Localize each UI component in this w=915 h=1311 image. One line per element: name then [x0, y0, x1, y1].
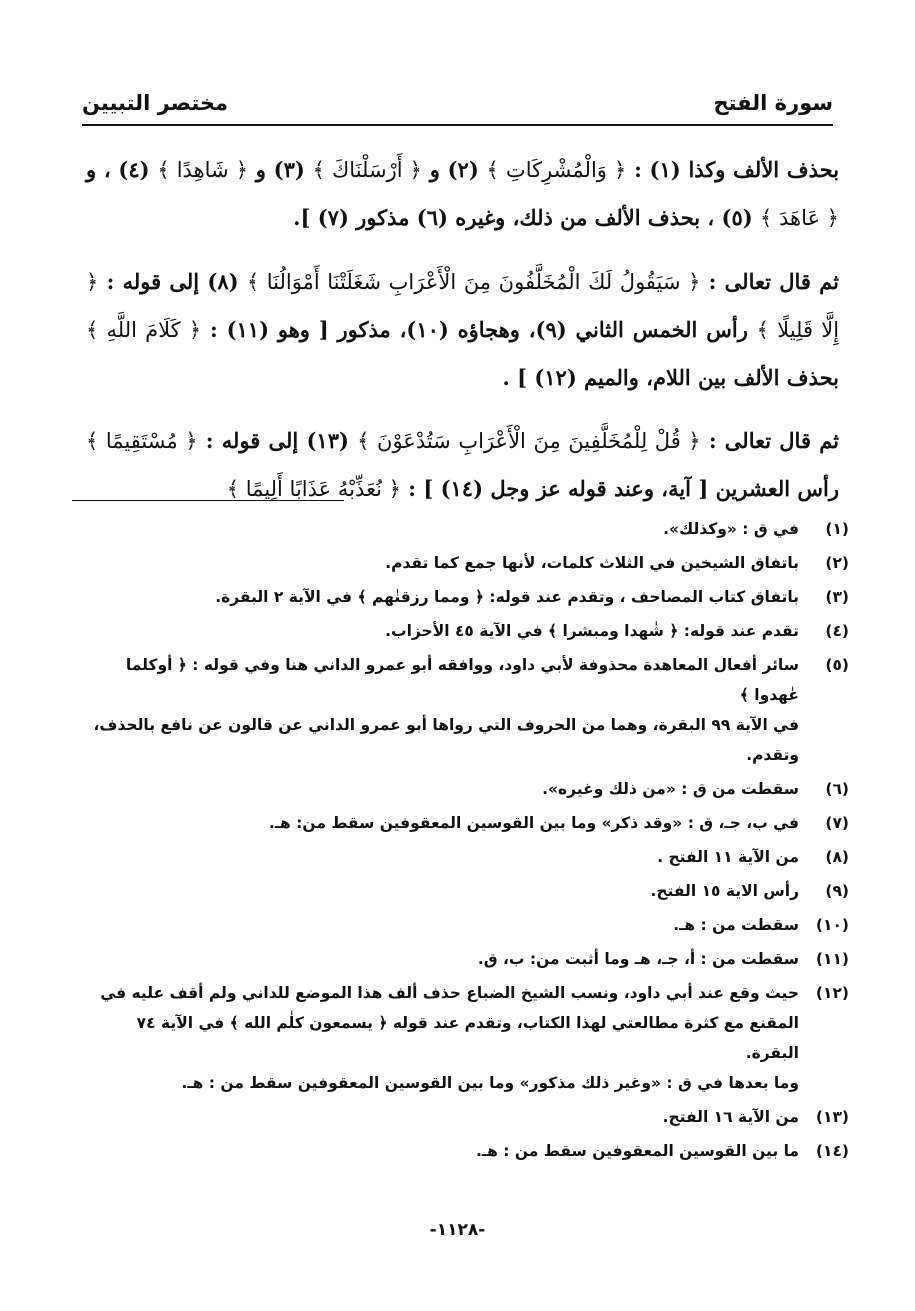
footnote-text	[80, 978, 799, 1098]
quran-verse: ﴿ كَلَامَ اللَّهِ ﴾	[86, 318, 202, 342]
paragraph-2	[86, 258, 839, 401]
footnote-text	[80, 808, 799, 838]
header-divider	[82, 124, 833, 126]
footnote	[80, 650, 849, 770]
quran-verse: ﴿ إِلَّا قَلِيلًا ﴾	[86, 270, 840, 342]
footnote-number: (١)	[825, 520, 849, 538]
footnote-number: (٣)	[825, 588, 849, 606]
text-run: رأس الخمس الثاني (٩)، وهجاؤه (١٠)، مذكور [ وهو (١١) :	[201, 317, 757, 342]
footnote	[80, 978, 849, 1098]
footnote-divider	[72, 500, 344, 501]
footnote-number: (١١)	[815, 950, 849, 968]
footnote-text	[80, 616, 799, 646]
text-run: رأس العشرين [ آية، وعند قوله عز وجل (١٤) ] :	[400, 476, 839, 501]
footnote-line: حيث وقع عند أبي داود، ونسب الشيخ الضباع حذف ألف هذا الموضع للداني ولم أقف عليه في	[100, 984, 799, 1002]
footnote-number: (٩)	[825, 882, 849, 900]
footnote-line: في ب، جـ، ق : «وقد ذكر» وما بين القوسين المعقوفين سقط من: هـ.	[268, 814, 799, 832]
footnote	[80, 1102, 849, 1132]
quran-verse: ﴿ وَالْمُشْرِكَاتِ ﴾	[486, 158, 627, 182]
footnote-line: وما بعدها في ق : «وغير ذلك مذكور» وما بين القوسين المعقوفين سقط من : هـ.	[181, 1074, 799, 1092]
footnote-number: (١٠)	[815, 916, 849, 934]
main-text	[86, 146, 839, 529]
footnote-text	[80, 842, 799, 872]
footnote-line: باتفاق الشيخين في الثلاث كلمات، لأنها جمع كما تقدم.	[385, 554, 799, 572]
footnote-line: تقدم عند قوله: ﴿ شٰهدا ومبشرا ﴾ في الآية ٤٥ الأحزاب.	[385, 622, 799, 640]
page-header	[82, 82, 833, 124]
footnote-line: سقطت من : أ، جـ، هـ وما أثبت من: ب، ق.	[477, 950, 799, 968]
footnote-line: من الآية ١١ الفتح .	[657, 848, 799, 866]
footnote-number: (٧)	[825, 814, 849, 832]
footnote	[80, 774, 849, 804]
page-number: -١١٢٨-	[429, 1220, 486, 1240]
footnote-text	[80, 1136, 799, 1166]
text-run: (٣) و	[248, 157, 313, 182]
footnote	[80, 616, 849, 646]
footnote	[80, 582, 849, 612]
text-run: (٥) ، بحذف الألف من ذلك، وغيره (٦) مذكور (٧) ].	[293, 205, 760, 230]
footnote-text	[80, 910, 799, 940]
footnote-number: (٤)	[825, 622, 849, 640]
text-run: (١٣) إلى قوله :	[197, 428, 358, 453]
footnote-text	[80, 548, 799, 578]
footnote-line: ما بين القوسين المعقوفين سقط من : هـ.	[475, 1142, 799, 1160]
footnote-text	[80, 876, 799, 906]
footnote-line: سقطت من ق : «من ذلك وغيره».	[542, 780, 799, 798]
quran-verse: ﴿ قُلْ لِلْمُخَلَّفِينَ مِنَ الْأَعْرَابِ سَتُدْعَوْنَ ﴾	[357, 429, 701, 453]
footnote-text	[80, 1102, 799, 1132]
book-title: مختصر التبيين	[82, 91, 229, 115]
footnote	[80, 514, 849, 544]
footnote	[80, 944, 849, 974]
text-run: بحذف الألف وكذا (١) :	[626, 157, 840, 182]
text-run: (٨) إلى قوله :	[98, 269, 247, 294]
footnote-text	[80, 650, 799, 770]
text-run: (٤) ، و	[86, 157, 158, 182]
footnote-line: رأس الاية ١٥ الفتح.	[650, 882, 799, 900]
text-run: ثم قال تعالى :	[700, 269, 839, 294]
footnote-line: من الآية ١٦ الفتح.	[662, 1108, 799, 1126]
footnote-text	[80, 944, 799, 974]
quran-verse: ﴿ سَيَقُولُ لَكَ الْمُخَلَّفُونَ مِنَ الْأَعْرَابِ شَغَلَتْنَا أَمْوَالُنَا ﴾	[246, 270, 701, 294]
footnote	[80, 808, 849, 838]
footnote-line: في الآية ٩٩ البقرة، وهما من الحروف التي رواها أبو عمرو الداني عن قالون عن نافع بالحذف،	[93, 716, 799, 734]
footnote	[80, 910, 849, 940]
quran-verse: ﴿ عَاهَدَ ﴾	[760, 206, 839, 230]
footnote-number: (٨)	[825, 848, 849, 866]
footnote-line: سقطت من : هـ.	[673, 916, 799, 934]
paragraph-1	[86, 146, 839, 242]
footnote-number: (٢)	[825, 554, 849, 572]
footnotes	[80, 514, 849, 1170]
footnote-number: (١٤)	[815, 1142, 849, 1160]
footnote-line: سائر أفعال المعاهدة محذوفة لأبي داود، ووافقه أبو عمرو الداني هنا وفي قوله : ﴿ أوكلما عٰهدوا ﴾	[125, 656, 799, 704]
surah-title: سورة الفتح	[713, 91, 833, 115]
text-run: بحذف الألف بين اللام، والميم (١٢) ] .	[502, 365, 839, 390]
footnote-line: المقنع مع كثرة مطالعتي لهذا الكتاب، وتقدم عند قوله ﴿ يسمعون كلٰم الله ﴾ في الآية ٧٤ البقرة.	[136, 1014, 799, 1062]
footnote-number: (٦)	[825, 780, 849, 798]
footnote-text	[80, 774, 799, 804]
paragraph-3	[86, 417, 839, 513]
footnote	[80, 842, 849, 872]
footnote-line: وتقدم.	[746, 746, 799, 764]
footnote	[80, 548, 849, 578]
footnote-number: (٥)	[825, 656, 849, 674]
footnote-text	[80, 514, 799, 544]
footnote-number: (١٢)	[815, 984, 849, 1002]
quran-verse: ﴿ مُسْتَقِيمًا ﴾	[86, 429, 198, 453]
text-run: ثم قال تعالى :	[700, 428, 840, 453]
quran-verse: ﴿ نُعَذِّبْهُ عَذَابًا أَلِيمًا ﴾	[226, 477, 401, 501]
quran-verse: ﴿ أَرْسَلْنَاكَ ﴾	[312, 158, 422, 182]
quran-verse: ﴿ شَاهِدًا ﴾	[157, 158, 249, 182]
footnote-number: (١٣)	[815, 1108, 849, 1126]
footnote-line: باتفاق كتاب المصاحف ، وتقدم عند قوله: ﴿ ومما رزقنٰهم ﴾ في الآية ٢ البقرة.	[215, 588, 799, 606]
footnote	[80, 1136, 849, 1166]
text-run: (٢) و	[421, 157, 487, 182]
footnote	[80, 876, 849, 906]
footnote-text	[80, 582, 799, 612]
footnote-line: في ق : «وكذلك».	[663, 520, 799, 538]
